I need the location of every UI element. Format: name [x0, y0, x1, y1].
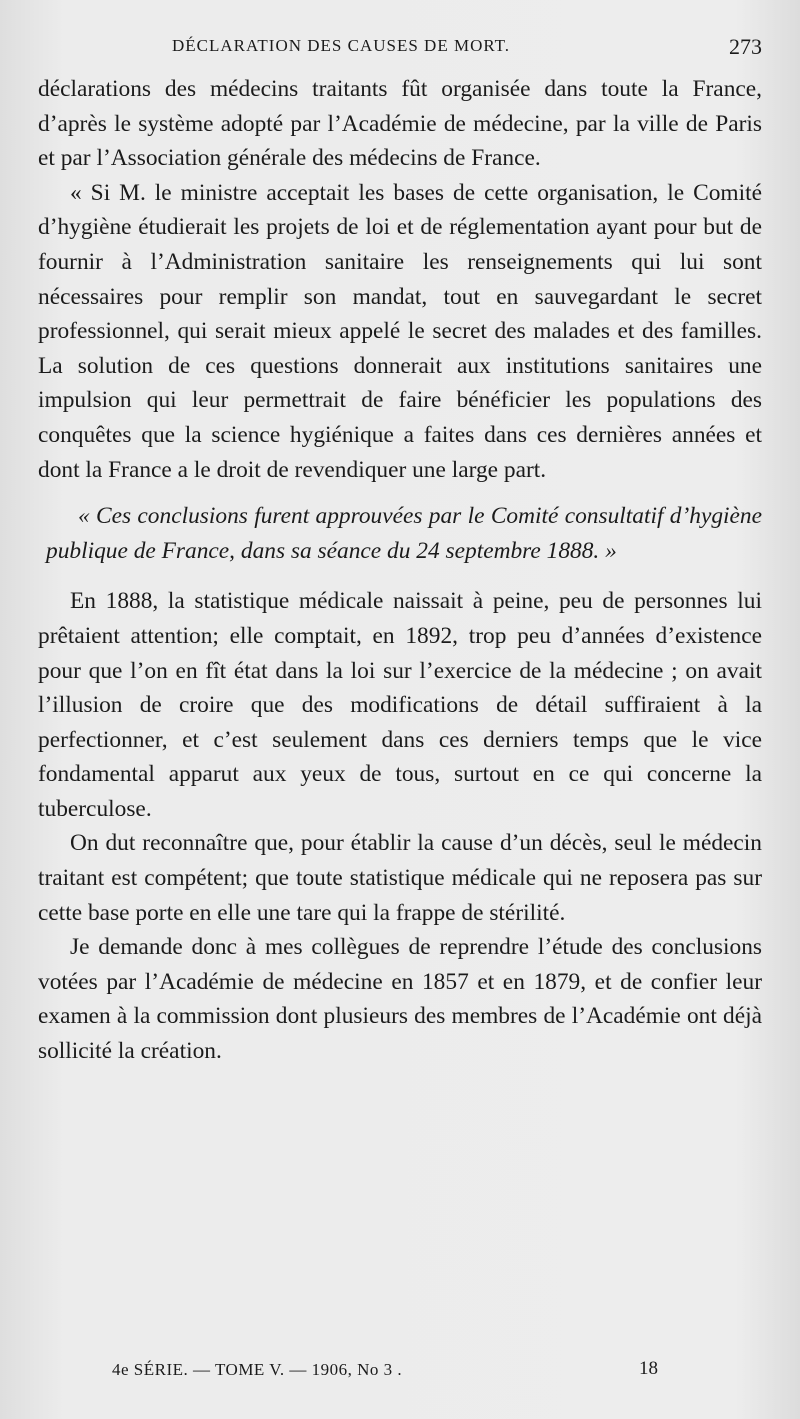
paragraph-conclusions-quote: « Ces conclusions furent approuvées par le Comité consultatif d’hygiène publique de France, dans sa séance du 24 septembre 1888. »: [46, 503, 762, 564]
printer-signature: 4e SÉRIE. — TOME V. — 1906, No 3 .: [112, 1360, 403, 1379]
page-footer: [112, 1358, 658, 1384]
page-number: 273: [729, 34, 762, 59]
signature-number: 18: [639, 1358, 658, 1379]
page-header: [172, 34, 762, 64]
paragraph-continuation: déclarations des médecins traitants fût organisée dans toute la France, d’après le système adopté par l’Académie de médecine, par la ville de Paris et par l’Association générale des médecins de France.: [38, 76, 762, 172]
paragraph-ministre: « Si M. le ministre acceptait les bases de cette organisation, le Comité d’hygiène étudierait les projets de loi et de réglementation ayant pour but de fournir à l’Administration sanitaire les renseignements qui lui sont nécessaires pour remplir son mandat, tout en sauvegardant le secret professionnel, qui serait mieux appelé le secret des malades et des familles. La solution de ces questions donnerait aux institutions sanitaires une impulsion qui leur permettrait de faire bénéficier les populations des conquêtes que la science hygiénique a faites dans ces dernières années et dont la France a le droit de revendiquer une large part.: [38, 179, 762, 483]
paragraph-demande: Je demande donc à mes collègues de reprendre l’étude des conclusions votées par l’Académie de médecine en 1857 et en 1879, et de confier leur examen à la commission dont plusieurs des membres de l’Académie ont déjà sollicité la création.: [38, 934, 762, 1065]
running-title: DÉCLARATION DES CAUSES DE MORT.: [172, 36, 511, 55]
body-text: [38, 72, 762, 1069]
paragraph-1888: En 1888, la statistique médicale naissait à peine, peu de personnes lui prêtaient attention; elle comptait, en 1892, trop peu d’années d’existence pour que l’on en fît état dans la loi sur l’exercice de la médecine ; on avait l’illusion de croire que des modifications de détail suffiraient à la perfectionner, et c’est seulement dans ces derniers temps que le vice fondamental apparut aux yeux de tous, surtout en ce qui concerne la tuberculose.: [38, 588, 762, 822]
paragraph-reconnaitre: On dut reconnaître que, pour établir la cause d’un décès, seul le médecin traitant est compétent; que toute statistique médicale qui ne reposera pas sur cette base porte en elle une tare qui la frappe de stérilité.: [38, 830, 762, 926]
